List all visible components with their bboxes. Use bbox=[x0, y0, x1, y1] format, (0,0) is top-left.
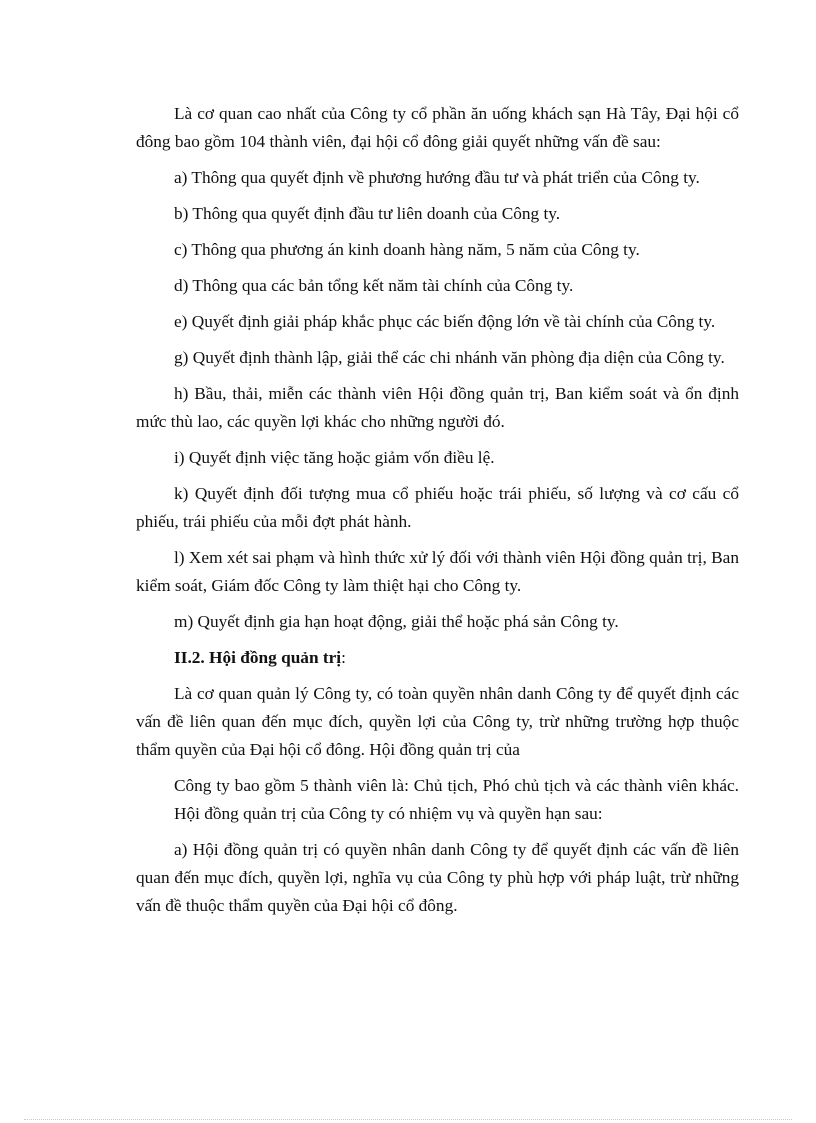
section-heading-colon: : bbox=[341, 648, 346, 667]
page-bottom-rule bbox=[24, 1119, 792, 1120]
section-intro-continued: Công ty bao gồm 5 thành viên là: Chủ tịch, Phó chủ tịch và các thành viên khác. Hội đồng quản trị của Công ty có nhiệm vụ và quyền hạn sau: bbox=[174, 776, 739, 823]
document-page bbox=[136, 100, 739, 920]
list-item-c: c) Thông qua phương án kinh doanh hàng năm, 5 năm của Công ty. bbox=[174, 240, 640, 259]
section-item-a: a) Hội đồng quản trị có quyền nhân danh Công ty để quyết định các vấn đề liên quan đến mục đích, quyền lợi, nghĩa vụ của Công ty phù hợp với pháp luật, trừ những vấn đề thuộc thẩm quyền của Đại hội cổ đông. bbox=[136, 840, 739, 915]
list-item-i: i) Quyết định việc tăng hoặc giảm vốn điều lệ. bbox=[174, 448, 495, 467]
section-heading-line bbox=[136, 644, 739, 672]
list-item-d: d) Thông qua các bản tổng kết năm tài chính của Công ty. bbox=[174, 276, 574, 295]
list-item-e: e) Quyết định giải pháp khắc phục các biến động lớn về tài chính của Công ty. bbox=[174, 312, 716, 331]
section-heading: II.2. Hội đồng quản trị bbox=[174, 648, 342, 667]
section-intro-paragraph: Là cơ quan quản lý Công ty, có toàn quyền nhân danh Công ty để quyết định các vấn đề liên quan đến mục đích, quyền lợi của Công ty, trừ những trường hợp thuộc thẩm quyền của Đại hội cổ đông. Hội đồng quản trị của bbox=[136, 684, 739, 759]
list-item-b: b) Thông qua quyết định đầu tư liên doanh của Công ty. bbox=[174, 204, 561, 223]
list-item-a: a) Thông qua quyết định về phương hướng đầu tư và phát triển của Công ty. bbox=[174, 168, 700, 187]
list-item-h: h) Bầu, thải, miễn các thành viên Hội đồng quản trị, Ban kiểm soát và ổn định mức thù lao, các quyền lợi khác cho những người đó. bbox=[136, 384, 739, 431]
list-item-g: g) Quyết định thành lập, giải thể các chi nhánh văn phòng địa diện của Công ty. bbox=[174, 348, 725, 367]
intro-paragraph: Là cơ quan cao nhất của Công ty cổ phần ăn uống khách sạn Hà Tây, Đại hội cổ đông bao gồm 104 thành viên, đại hội cổ đông giải quyết những vấn đề sau: bbox=[136, 104, 739, 151]
list-item-m: m) Quyết định gia hạn hoạt động, giải thể hoặc phá sản Công ty. bbox=[174, 612, 619, 631]
list-item-k: k) Quyết định đối tượng mua cổ phiếu hoặc trái phiếu, số lượng và cơ cấu cổ phiếu, trái phiếu của mỗi đợt phát hành. bbox=[136, 484, 739, 531]
list-item-l: l) Xem xét sai phạm và hình thức xử lý đối với thành viên Hội đồng quản trị, Ban kiểm soát, Giám đốc Công ty làm thiệt hại cho Công ty. bbox=[136, 548, 739, 595]
